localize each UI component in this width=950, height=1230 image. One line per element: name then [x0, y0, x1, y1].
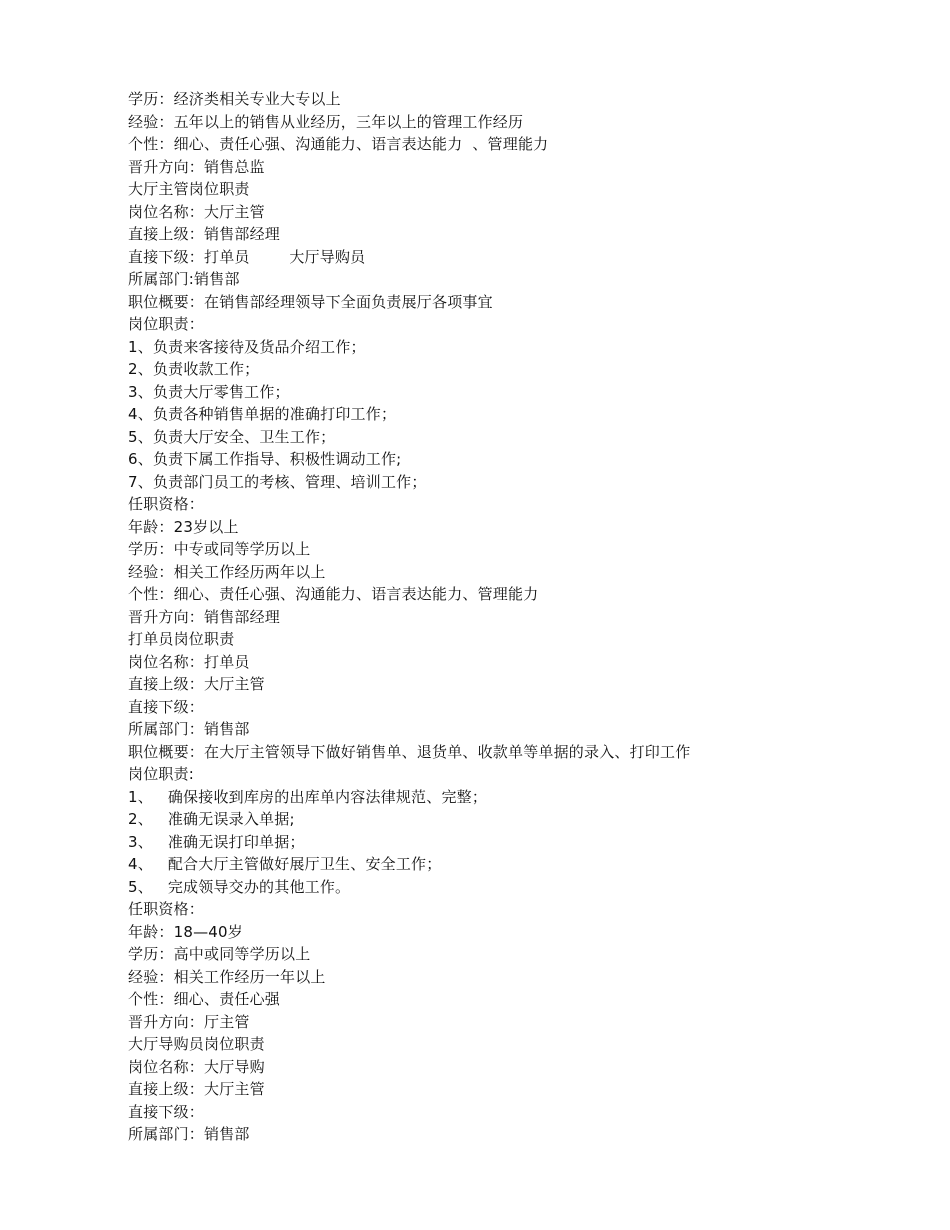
text-line: 岗位名称：大厅导购 [128, 1057, 265, 1076]
list-item: 5、负责大厅安全、卫生工作； [128, 427, 336, 446]
text-line: 任职资格： [128, 495, 205, 513]
list-item: 4、 配合大厅主管做好展厅卫生、安全工作； [128, 855, 442, 873]
section-heading: 打单员岗位职责 [128, 630, 235, 648]
list-item: 2、负责收款工作； [128, 360, 260, 378]
list-item: 3、负责大厅零售工作； [128, 382, 290, 401]
text-line: 任职资格： [128, 900, 205, 918]
text-line: 直接上级：销售部经理 [128, 225, 281, 243]
list-item: 1、 确保接收到库房的出库单内容法律规范、完整； [128, 787, 488, 806]
text-line: 直接下级： [128, 697, 205, 716]
text-line: 直接下级： [128, 1102, 205, 1121]
text-line: 职位概要：在大厅主管领导下做好销售单、退货单、收款单等单据的录入、打印工作 [128, 742, 691, 761]
text-line: 个性：细心、责任心强、沟通能力、语言表达能力 、管理能力 [128, 135, 549, 153]
text-line: 岗位职责: [128, 765, 195, 783]
text-line: 个性：细心、责任心强、沟通能力、语言表达能力、管理能力 [128, 585, 539, 603]
text-line: 学历：中专或同等学历以上 [128, 540, 311, 558]
text-line: 晋升方向：销售部经理 [128, 607, 281, 626]
list-item: 5、 完成领导交办的其他工作。 [128, 877, 351, 896]
text-line: 经验：相关工作经历一年以上 [128, 967, 326, 986]
text-line: 岗位名称：大厅主管 [128, 202, 265, 221]
text-line: 直接上级：大厅主管 [128, 675, 265, 693]
text-line: 所属部门:销售部 [128, 270, 240, 288]
text-line: 年龄：18—40岁 [128, 922, 243, 941]
list-item: 3、 准确无误打印单据； [128, 832, 305, 851]
text-line: 晋升方向：销售总监 [128, 157, 265, 176]
list-item: 6、负责下属工作指导、积极性调动工作; [128, 450, 402, 468]
list-item: 4、负责各种销售单据的准确打印工作； [128, 405, 397, 423]
list-item: 2、 准确无误录入单据; [128, 810, 295, 828]
section-heading: 大厅导购员岗位职责 [128, 1035, 265, 1053]
text-line: 经验：五年以上的销售从业经历，三年以上的管理工作经历 [128, 112, 524, 131]
text-line: 岗位名称：打单员 [128, 652, 250, 671]
text-line: 职位概要：在销售部经理领导下全面负责展厅各项事宜 [128, 292, 493, 311]
text-line: 个性：细心、责任心强 [128, 990, 281, 1008]
text-line: 晋升方向：厅主管 [128, 1012, 250, 1031]
text-line: 岗位职责： [128, 315, 205, 333]
section-heading: 大厅主管岗位职责 [128, 180, 250, 198]
list-item: 7、负责部门员工的考核、管理、培训工作； [128, 472, 427, 491]
text-line: 年龄：23岁以上 [128, 517, 239, 536]
text-line: 学历：经济类相关专业大专以上 [128, 90, 341, 108]
list-item: 1、负责来客接待及货品介绍工作； [128, 337, 366, 356]
text-line: 经验：相关工作经历两年以上 [128, 562, 326, 581]
text-line: 学历：高中或同等学历以上 [128, 945, 311, 963]
text-line: 直接上级：大厅主管 [128, 1080, 265, 1098]
document-body [128, 88, 918, 1146]
text-line: 所属部门：销售部 [128, 720, 250, 738]
text-line: 直接下级：打单员 大厅导购员 [128, 247, 366, 266]
text-line: 所属部门：销售部 [128, 1125, 250, 1143]
